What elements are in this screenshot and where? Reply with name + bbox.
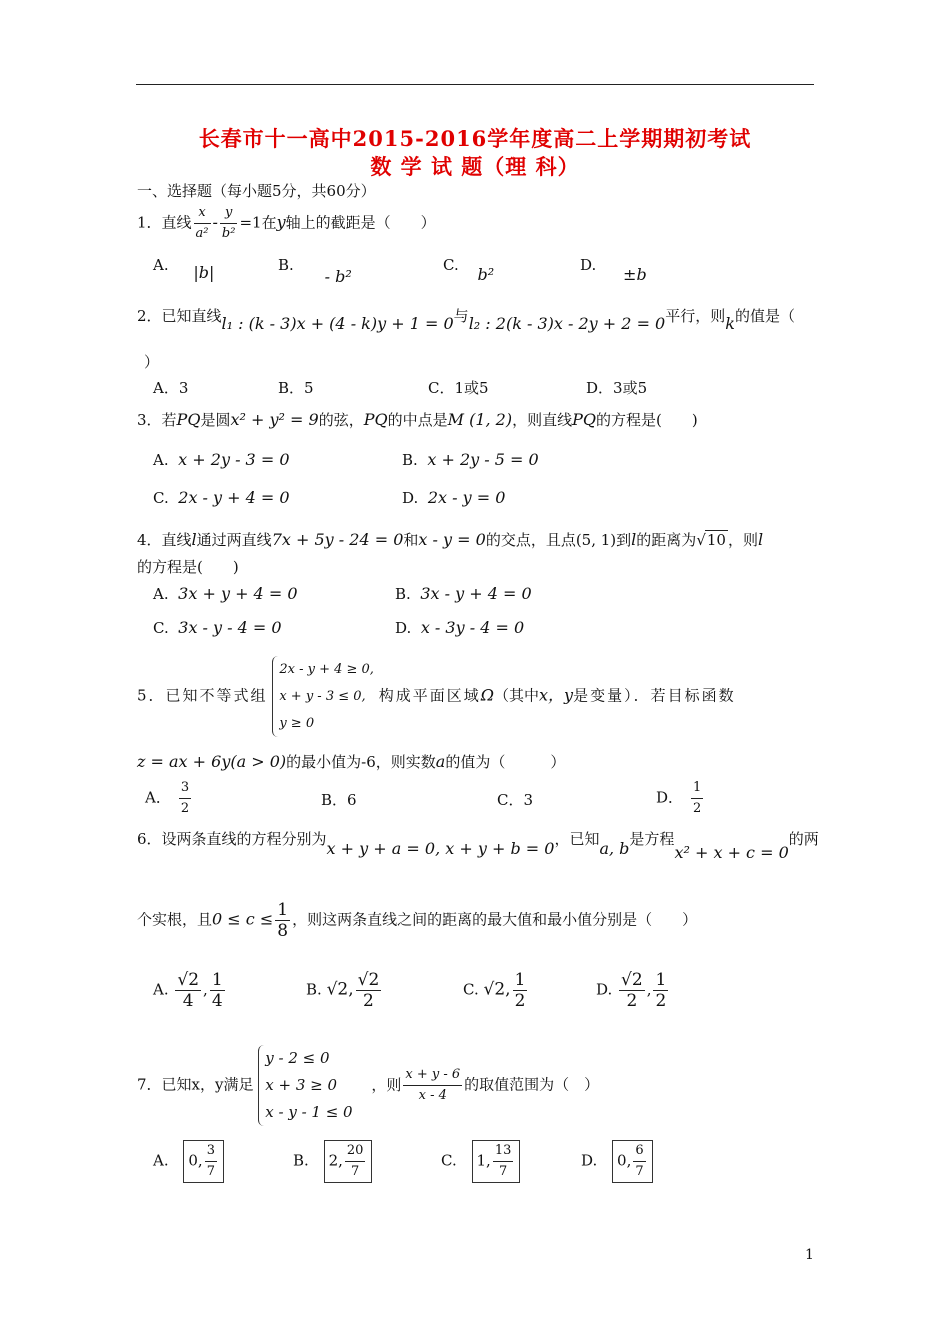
q3-option-d: D. 2x - y = 0 (402, 488, 506, 507)
q4-option-c: C. 3x - y - 4 = 0 (153, 618, 282, 637)
q5-option-b: B．6 (321, 791, 357, 809)
q4-option-a: A. 3x + y + 4 = 0 (153, 584, 298, 603)
q3-option-c: C. 2x - y + 4 = 0 (153, 488, 290, 507)
page-number: 1 (805, 1247, 814, 1263)
q7-option-b: B. 2, $\frac{20}{7}$ (293, 1140, 372, 1183)
q1-option-c: C. b² (443, 256, 495, 284)
question-2: 2．已知直线l₁ : (k - 3)x + (4 - k)y + 1 = 0与l₂ : 2(k - 3)x - 2y + 2 = 0平行，则k的值是（ (137, 307, 795, 333)
question-5-line2: z = ax + 6y(a > 0)的最小值为-6，则实数a的值为（ ） (137, 752, 566, 771)
q6-option-d: D. $\frac{√2}{2}$ , $\frac{1}{2}$ (596, 970, 667, 1011)
q2-option-d: D．3或5 (586, 379, 648, 397)
section-heading: 一、选择题（每小题5分，共60分） (137, 182, 376, 200)
exam-subtitle: 数 学 试 题（理 科） (370, 154, 580, 179)
q6-option-a: A. $\frac{√2}{4}$ , $\frac{1}{4}$ (153, 970, 223, 1011)
exam-title: 长春市十一高中2015-2016学年度高二上学期期初考试 (198, 126, 752, 151)
q5-option-c: C．3 (497, 791, 534, 809)
q5-option-a: A． $\frac{3}{2}$ (145, 780, 190, 816)
q3-option-b: B. x + 2y - 5 = 0 (402, 450, 539, 469)
q6-option-c: C. √2, $\frac{1}{2}$ (463, 970, 526, 1011)
q7-option-c: C. 1, $\frac{13}{7}$ (441, 1140, 520, 1183)
q5-inequality-system: 2x - y + 4 ≥ 0, x + y - 3 ≤ 0, y ≥ 0 (272, 656, 374, 737)
q2-option-a: A．3 (153, 379, 189, 397)
q7-constraint-system: y - 2 ≤ 0 x + 3 ≥ 0 x - y - 1 ≤ 0 (258, 1045, 352, 1126)
question-6-line2: 个实根，且0 ≤ c ≤ $\frac{1}{8}$ ，则这两条直线之间的距离的最大值和最小值分别是（ ） (137, 900, 698, 941)
header-rule (136, 84, 814, 85)
q5-option-d: D． $\frac{1}{2}$ (656, 780, 702, 816)
q2-option-c: C．1或5 (428, 379, 489, 397)
q1-option-a: A. |b| (153, 256, 215, 282)
question-4: 4．直线l通过两直线7x + 5y - 24 = 0和x - y = 0的交点，且点(5, 1)到l的距离为√10 ，则l (137, 530, 764, 549)
q2-option-b: B．5 (278, 379, 314, 397)
q1-option-d: D. ±b (580, 256, 647, 284)
q4-option-b: B. 3x - y + 4 = 0 (395, 584, 532, 603)
question-7: 7．已知x，y满足 y - 2 ≤ 0 x + 3 ≥ 0 x - y - 1 ≤ 0 ，则 $\frac{x + y - 6}{x - 4}$ 的取值范围为（ ） (137, 1045, 599, 1126)
question-2-close: ） (144, 353, 160, 371)
q1-option-b: B. - b² (278, 256, 352, 286)
q4-option-d: D. x - 3y - 4 = 0 (395, 618, 525, 637)
q7-option-a: A. 0, $\frac{3}{7}$ (153, 1140, 224, 1183)
q3-option-a: A. x + 2y - 3 = 0 (153, 450, 290, 469)
question-1: 1．直线 $\frac{x}{\text{a²}}$ - $\frac{y}{\text{b²}}$ =1在y轴上的截距是（ ） (137, 205, 436, 241)
question-4-line2: 的方程是( ) (137, 558, 239, 576)
q7-option-d: D. 0, $\frac{6}{7}$ (581, 1140, 653, 1183)
q6-option-b: B. √2, $\frac{√2}{2}$ (306, 970, 380, 1011)
question-3: 3．若PQ是圆x² + y² = 9的弦，PQ的中点是M (1, 2)，则直线PQ的方程是( ) (137, 410, 698, 429)
question-6: 6．设两条直线的方程分别为x + y + a = 0, x + y + b = 0，已知a, b是方程x² + x + c = 0的两 (137, 830, 819, 862)
question-5: 5．已知不等式组 2x - y + 4 ≥ 0, x + y - 3 ≤ 0, y ≥ 0 构成平面区域Ω（其中x，y是变量）．若目标函数 (137, 656, 736, 737)
